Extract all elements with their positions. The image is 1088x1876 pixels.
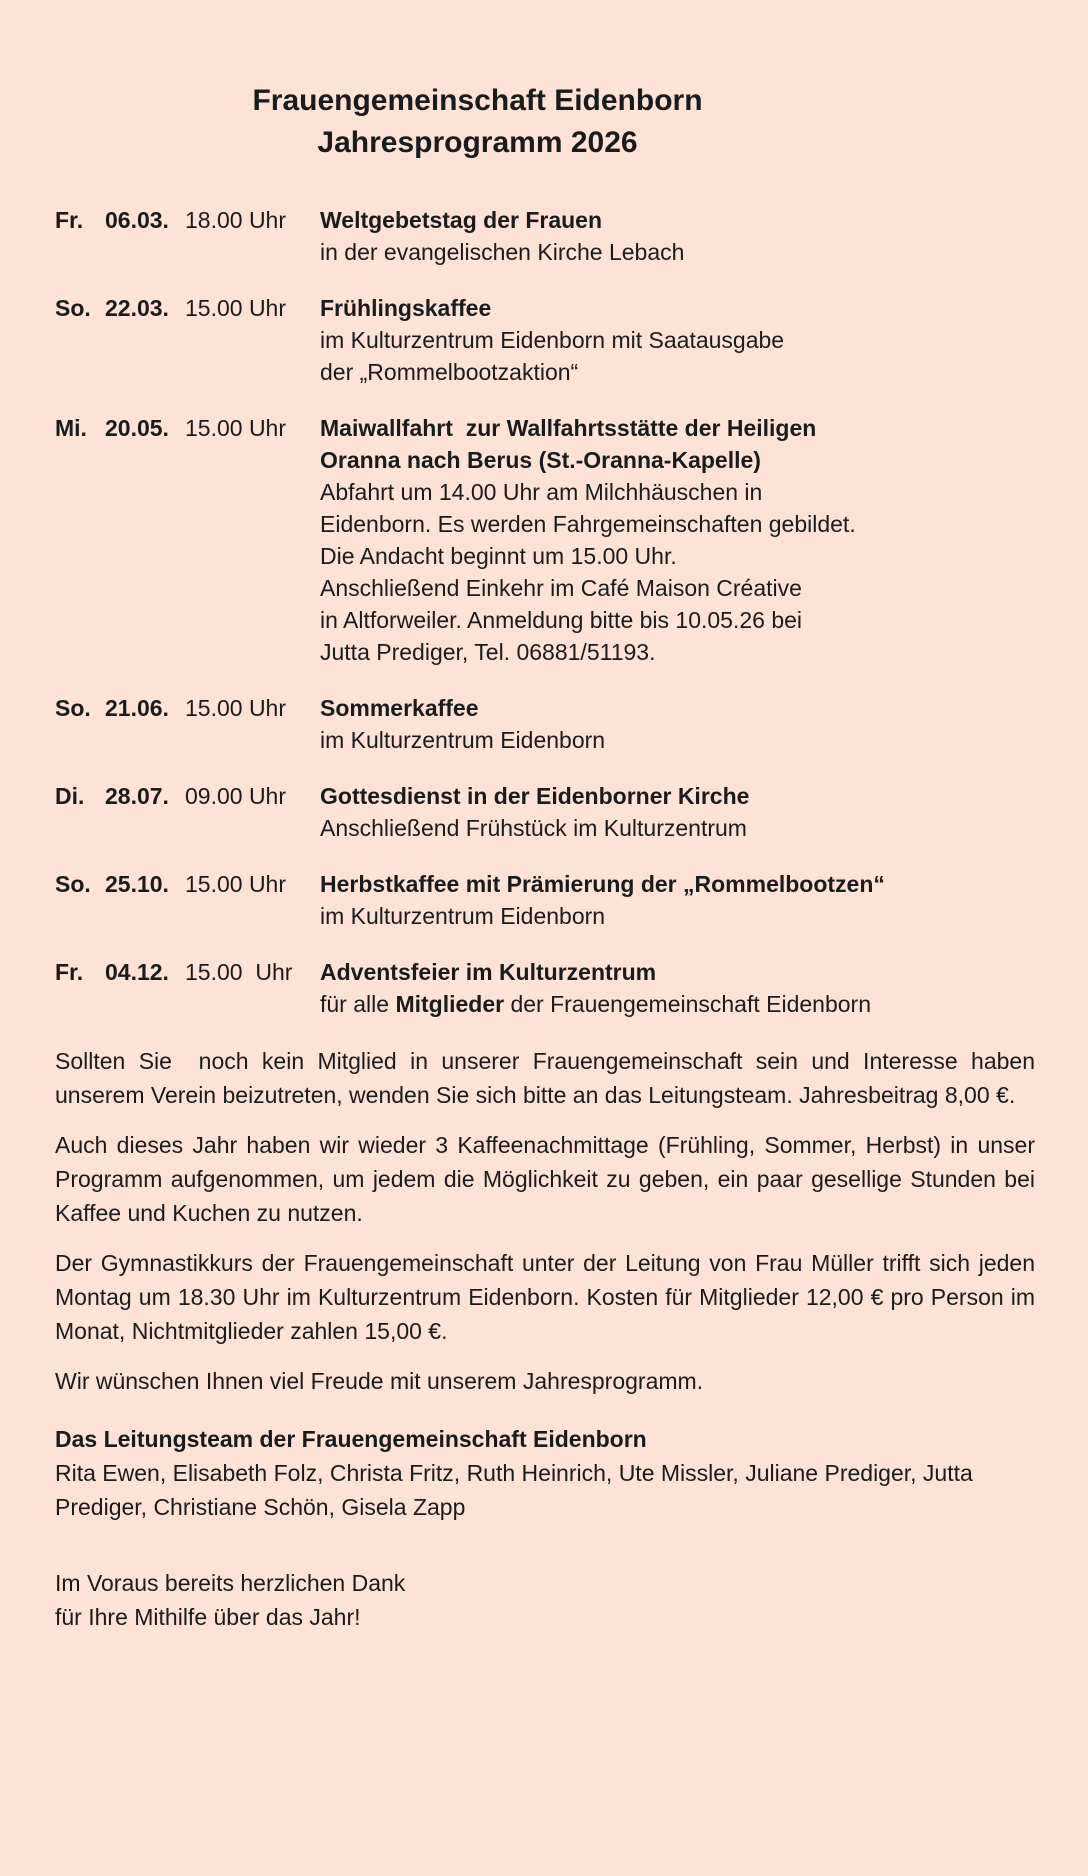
text-segment: Wir wünschen Ihnen viel Freude mit unserem Jahresprogramm.: [55, 1368, 704, 1394]
paragraph: [55, 1044, 1035, 1112]
text-segment: der „Rommelbootzaktion“: [320, 359, 579, 385]
event-description-line: [320, 236, 1035, 268]
event-day: Fr.: [55, 959, 84, 985]
paragraph: [55, 1364, 1035, 1398]
text-segment: Oranna nach Berus (St.-Oranna-Kapelle): [320, 447, 761, 473]
event-description-line: [320, 956, 1035, 988]
event-description-line: [320, 692, 1035, 724]
event-time: 15.00 Uhr: [185, 959, 293, 985]
event-date: 22.03.: [105, 295, 169, 321]
event-description-line: [320, 636, 1035, 668]
event-row: [55, 292, 1035, 388]
event-row: [55, 780, 1035, 844]
event-description-line: [320, 572, 1035, 604]
text-segment: Die Andacht beginnt um 15.00 Uhr.: [320, 543, 677, 569]
text-segment: Gottesdienst in der Eidenborner Kirche: [320, 783, 750, 809]
event-day: So.: [55, 871, 91, 897]
text-segment: Sommerkaffee: [320, 695, 479, 721]
event-description-line: [320, 356, 1035, 388]
event-date: 28.07.: [105, 783, 169, 809]
event-description-line: [320, 812, 1035, 844]
event-row: [55, 692, 1035, 756]
text-segment: Sollten Sie noch kein Mitglied in unserer Frauengemeinschaft sein und Interesse haben unserem Verein beizutreten, wenden Sie sich bitte an das Leitungsteam. Jahresbeitrag 8,00 €.: [55, 1048, 1035, 1108]
document-title-line1: Frauengemeinschaft Eidenborn: [252, 84, 703, 117]
event-description-line: [320, 444, 1035, 476]
text-segment: im Kulturzentrum Eidenborn: [320, 727, 606, 753]
text-segment: Das Leitungsteam der Frauengemeinschaft Eidenborn: [55, 1426, 647, 1452]
text-segment: Rita Ewen, Elisabeth Folz, Christa Fritz, Ruth Heinrich, Ute Missler, Juliane Prediger, Jutta Prediger, Christiane Schön, Gisela Zapp: [55, 1460, 973, 1520]
text-segment: Frühlingskaffee: [320, 295, 492, 321]
text-segment: in der evangelischen Kirche Lebach: [320, 239, 685, 265]
event-description-line: [320, 324, 1035, 356]
event-description-line: [320, 476, 1035, 508]
event-date: 21.06.: [105, 695, 169, 721]
event-time: 15.00 Uhr: [185, 295, 287, 321]
event-date: 25.10.: [105, 871, 169, 897]
event-time: 09.00 Uhr: [185, 783, 287, 809]
event-row: [55, 956, 1035, 1020]
text-segment: Auch dieses Jahr haben wir wieder 3 Kaffeenachmittage (Frühling, Sommer, Herbst) in unser Programm aufgenommen, um jedem die Möglichkeit zu geben, ein paar gesellige Stunden bei Kaffee und Kuchen zu nutzen.: [55, 1132, 1035, 1226]
event-day: So.: [55, 695, 91, 721]
paragraph: [55, 1246, 1035, 1348]
event-description-line: [320, 540, 1035, 572]
text-segment: Der Gymnastikkurs der Frauengemeinschaft unter der Leitung von Frau Müller trifft sich jeden Montag um 18.30 Uhr im Kulturzentrum Eidenborn. Kosten für Mitglieder 12,00 € pro Person im Monat, Nichtmitglieder zahlen 15,00 €.: [55, 1250, 1035, 1344]
paragraph: [55, 1566, 1035, 1634]
document-title: [55, 80, 900, 164]
event-description-line: [320, 508, 1035, 540]
text-segment: Herbstkaffee mit Prämierung der „Rommelbootzen“: [320, 871, 885, 897]
event-description-line: [320, 780, 1035, 812]
text-segment: in Altforweiler. Anmeldung bitte bis 10.05.26 bei: [320, 607, 803, 633]
text-segment: im Kulturzentrum Eidenborn: [320, 903, 606, 929]
text-segment: im Kulturzentrum Eidenborn mit Saatausgabe: [320, 327, 785, 353]
event-description-line: [320, 868, 1035, 900]
text-segment: für alle: [320, 991, 396, 1017]
event-day: So.: [55, 295, 91, 321]
text-segment: Eidenborn. Es werden Fahrgemeinschaften gebildet.: [320, 511, 856, 537]
event-description: [320, 292, 1035, 388]
text-segment: für Ihre Mithilfe über das Jahr!: [55, 1604, 361, 1630]
text-segment: der Frauengemeinschaft Eidenborn: [504, 991, 872, 1017]
event-date: 06.03.: [105, 207, 169, 233]
text-segment: Adventsfeier im Kulturzentrum: [320, 959, 657, 985]
text-segment: Maiwallfahrt zur Wallfahrtsstätte der Heiligen: [320, 415, 817, 441]
event-description-line: [320, 988, 1035, 1020]
text-segment: Mitglieder: [395, 991, 505, 1017]
event-description: [320, 204, 1035, 268]
event-description: [320, 692, 1035, 756]
event-day: Fr.: [55, 207, 84, 233]
text-segment: Anschließend Einkehr im Café Maison Créative: [320, 575, 802, 601]
events-list: [55, 204, 1035, 1020]
event-row: [55, 412, 1035, 668]
event-row: [55, 204, 1035, 268]
document-title-line2: Jahresprogramm 2026: [317, 126, 638, 159]
event-day: Mi.: [55, 415, 87, 441]
text-segment: Weltgebetstag der Frauen: [320, 207, 603, 233]
event-description-line: [320, 292, 1035, 324]
event-description-line: [320, 412, 1035, 444]
event-description-line: [320, 604, 1035, 636]
event-description-line: [320, 724, 1035, 756]
event-description: [320, 956, 1035, 1020]
text-segment: Anschließend Frühstück im Kulturzentrum: [320, 815, 747, 841]
document-page: [0, 80, 1088, 1876]
text-segment: Jutta Prediger, Tel. 06881/51193.: [320, 639, 656, 665]
event-description: [320, 412, 1035, 668]
event-description: [320, 780, 1035, 844]
event-day: Di.: [55, 783, 85, 809]
event-description: [320, 868, 1035, 932]
event-time: 15.00 Uhr: [185, 871, 287, 897]
event-time: 18.00 Uhr: [185, 207, 287, 233]
event-time: 15.00 Uhr: [185, 415, 287, 441]
body-paragraphs: [55, 1044, 1035, 1634]
event-date: 20.05.: [105, 415, 169, 441]
event-row: [55, 868, 1035, 932]
text-segment: Abfahrt um 14.00 Uhr am Milchhäuschen in: [320, 479, 763, 505]
text-segment: Im Voraus bereits herzlichen Dank: [55, 1570, 406, 1596]
paragraph: [55, 1128, 1035, 1230]
paragraph: [55, 1422, 1035, 1524]
event-description-line: [320, 900, 1035, 932]
event-description-line: [320, 204, 1035, 236]
event-date: 04.12.: [105, 959, 169, 985]
event-time: 15.00 Uhr: [185, 695, 287, 721]
